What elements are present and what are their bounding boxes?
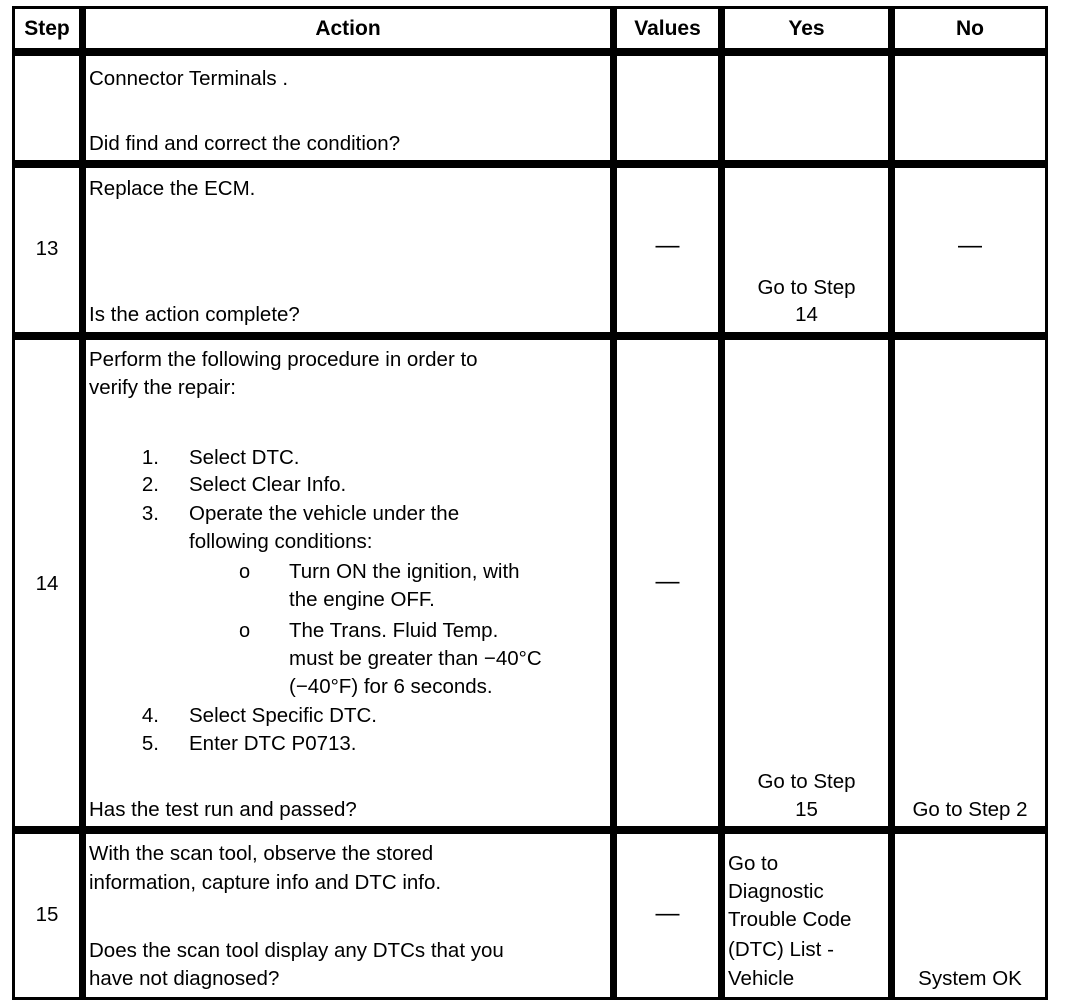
- row13-yes-line1: Go to Step: [757, 276, 856, 299]
- header-yes: Yes: [725, 9, 888, 48]
- row14-values-dash: —: [655, 568, 680, 595]
- row13-question: Is the action complete?: [89, 303, 300, 326]
- row-cont-action-text: Connector Terminals .: [89, 67, 289, 90]
- row15-action-line1: With the scan tool, observe the stored: [89, 842, 434, 865]
- row14-item5-text: Enter DTC P0713.: [189, 732, 357, 755]
- row13-yes: [725, 168, 888, 332]
- header-step: Step: [15, 9, 79, 48]
- row14-item5-number: 5.: [141, 732, 159, 755]
- row14-action: [86, 340, 610, 826]
- row14-step: [15, 340, 79, 826]
- row14-item4-number: 4.: [141, 704, 159, 727]
- row15-action: [86, 834, 610, 997]
- row14-sub2-bullet: o: [239, 620, 251, 642]
- diagnostic-table: [12, 6, 1048, 1000]
- row15-no-text: System OK: [918, 967, 1022, 990]
- row14-item2-text: Select Clear Info.: [189, 473, 347, 496]
- row14-sub1-line2: the engine OFF.: [289, 588, 435, 611]
- row-cont-action: [86, 56, 610, 160]
- row14-yes: [725, 340, 888, 826]
- header-no: No: [895, 9, 1045, 48]
- row14-step-number: 14: [35, 572, 59, 595]
- row15-question-line1: Does the scan tool display any DTCs that you: [89, 939, 504, 962]
- row15-values: [617, 834, 718, 997]
- row15-yes-line3: Trouble Code: [728, 908, 852, 931]
- row14-intro-line2: verify the repair:: [89, 376, 236, 399]
- row15-step-number: 15: [35, 903, 59, 926]
- row15-yes-line4: (DTC) List -: [728, 938, 834, 961]
- row15-yes-line5: Vehicle: [728, 967, 795, 990]
- row-cont-no: [895, 56, 1045, 160]
- row14-sub2-line1: The Trans. Fluid Temp.: [289, 619, 499, 642]
- row13-no-dash: —: [958, 232, 982, 259]
- row14-yes-line2: 15: [795, 798, 818, 821]
- row14-sub1-bullet: o: [239, 561, 251, 583]
- row14-item4-text: Select Specific DTC.: [189, 704, 377, 727]
- row15-question-line2: have not diagnosed?: [89, 967, 280, 990]
- row14-no: [895, 340, 1045, 826]
- row14-yes-line1: Go to Step: [757, 770, 856, 793]
- row14-item3-line2: following conditions:: [189, 530, 373, 553]
- row15-no: [895, 834, 1045, 997]
- row15-yes: [725, 834, 888, 997]
- row13-values: [617, 168, 718, 332]
- header-action: Action: [86, 9, 610, 48]
- row15-step: [15, 834, 79, 997]
- row13-step: [15, 168, 79, 332]
- row15-yes-line2: Diagnostic: [728, 880, 824, 903]
- row14-sub1-line1: Turn ON the ignition, with: [289, 560, 520, 583]
- row14-intro-line1: Perform the following procedure in order to: [89, 348, 478, 371]
- row14-sub2-line3: (−40°F) for 6 seconds.: [289, 675, 493, 698]
- row13-step-number: 13: [35, 237, 59, 260]
- row-cont-yes: [725, 56, 888, 160]
- row13-action-text: Replace the ECM.: [89, 177, 256, 200]
- row-cont-values: [617, 56, 718, 160]
- row13-action: [86, 168, 610, 332]
- row13-yes-line2: 14: [795, 303, 818, 326]
- row-cont-step: [15, 56, 79, 160]
- row14-item1-number: 1.: [141, 446, 159, 469]
- row15-values-dash: —: [655, 900, 680, 927]
- row14-item3-number: 3.: [141, 502, 159, 525]
- row14-sub2-line2: must be greater than −40°C: [289, 647, 542, 670]
- row14-item1-text: Select DTC.: [189, 446, 300, 469]
- row15-yes-line1: Go to: [728, 852, 779, 875]
- row14-item3-line1: Operate the vehicle under the: [189, 502, 460, 525]
- row13-no: [895, 168, 1045, 332]
- row13-values-dash: —: [655, 232, 680, 259]
- header-values: Values: [617, 9, 718, 48]
- row14-question: Has the test run and passed?: [89, 798, 357, 821]
- row15-action-line2: information, capture info and DTC info.: [89, 871, 442, 894]
- row14-values: [617, 340, 718, 826]
- row-cont-question: Did find and correct the condition?: [89, 132, 401, 155]
- row14-no-text: Go to Step 2: [912, 798, 1028, 821]
- row14-item2-number: 2.: [141, 473, 159, 496]
